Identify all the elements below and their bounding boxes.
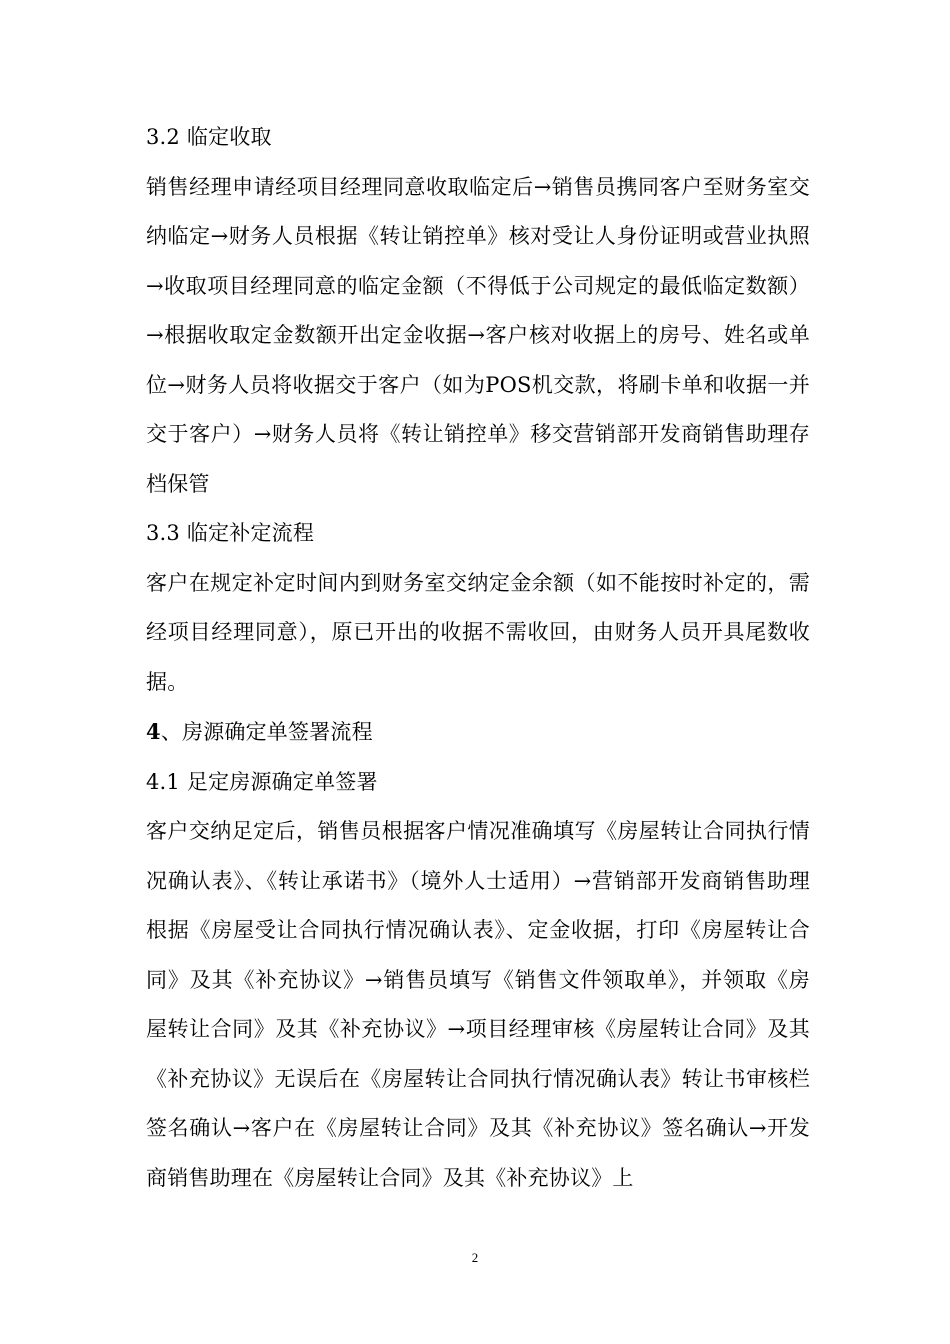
section-heading-4 bbox=[146, 707, 810, 758]
document-body bbox=[146, 113, 810, 1203]
section-paragraph-4-1: 客户交纳足定后，销售员根据客户情况准确填写《房屋转让合同执行情况确认表》、《转让承诺书》（境外人士适用）→营销部开发商销售助理根据《房屋受让合同执行情况确认表》、定金收据，打印《房屋转让合同》及其《补充协议》→销售员填写《销售文件领取单》，并领取《房屋转让合同》及其《补充协议》→项目经理审核《房屋转让合同》及其《补充协议》无误后在《房屋转让合同执行情况确认表》转让书审核栏签名确认→客户在《房屋转让合同》及其《补充协议》签名确认→开发商销售助理在《房屋转让合同》及其《补充协议》上 bbox=[146, 819, 810, 1190]
section-heading-3-3: 3.3 临定补定流程 bbox=[146, 521, 315, 545]
section-heading-4-1: 4.1 足定房源确定单签署 bbox=[146, 769, 378, 794]
section-heading-4-number: 4 bbox=[146, 719, 161, 744]
section-heading-3-2: 3.2 临定收取 bbox=[146, 125, 272, 149]
page-number: 2 bbox=[471, 1250, 479, 1265]
section-paragraph-3-2: 销售经理申请经项目经理同意收取临定后→销售员携同客户至财务室交纳临定→财务人员根据《转让销控单》核对受让人身份证明或营业执照→收取项目经理同意的临定金额（不得低于公司规定的最低临定数额）→根据收取定金数额开出定金收据→客户核对收据上的房号、姓名或单位→财务人员将收据交于客户（如为POS机交款，将刷卡单和收据一并交于客户）→财务人员将《转让销控单》移交营销部开发商销售助理存档保管 bbox=[146, 174, 810, 496]
section-paragraph-3-3: 客户在规定补定时间内到财务室交纳定金余额（如不能按时补定的，需经项目经理同意），原已开出的收据不需收回，由财务人员开具尾数收据。 bbox=[146, 570, 810, 694]
section-heading-4-text: 、房源确定单签署流程 bbox=[160, 720, 373, 744]
